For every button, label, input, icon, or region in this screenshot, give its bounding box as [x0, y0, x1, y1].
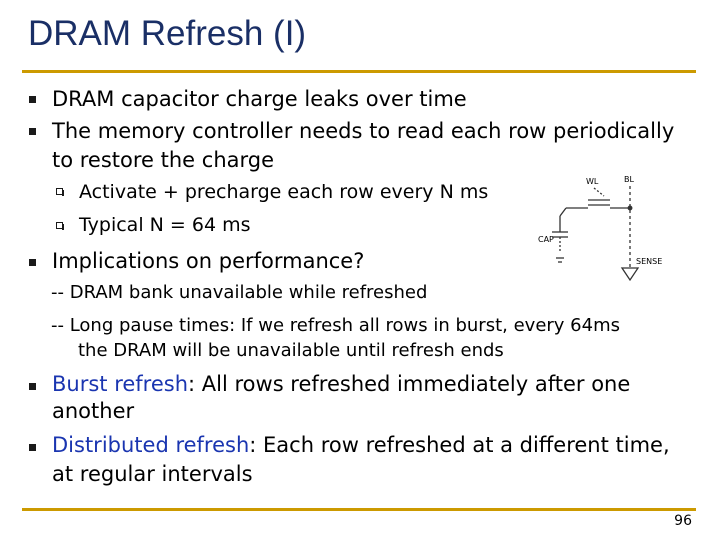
bullet-marker [29, 128, 36, 135]
dash-text-cont: the DRAM will be unavailable until refresh ends [78, 340, 504, 361]
bullet-text-rest: : All rows refreshed immediately after one [188, 372, 631, 396]
slide-title: DRAM Refresh (I) [28, 14, 307, 53]
bullet-text: The memory controller needs to read each row periodically [52, 119, 675, 143]
term-burst-refresh: Burst refresh [52, 372, 189, 396]
sense-label: SENSE [636, 257, 663, 266]
wl-label: WL [586, 177, 599, 186]
dash-text: -- Long pause times: If we refresh all rows in burst, every 64ms [51, 315, 620, 336]
bullet-text-cont: another [52, 399, 135, 423]
sub-bullet-text: Typical N = 64 ms [79, 214, 251, 236]
bullet-text: Implications on performance? [52, 249, 365, 273]
bl-label: BL [624, 175, 634, 184]
bullet-text [52, 371, 630, 398]
sub-bullet-marker [56, 188, 63, 195]
bullet-marker [29, 96, 36, 103]
bullet-text-cont: to restore the charge [52, 148, 275, 172]
bullet-text: DRAM capacitor charge leaks over time [52, 87, 467, 111]
sub-bullet-text: Activate + precharge each row every N ms [79, 181, 489, 203]
term-distributed-refresh: Distributed refresh [52, 433, 250, 457]
bullet-marker [29, 259, 36, 266]
bullet-marker [29, 383, 36, 390]
cap-label: CAP [538, 235, 554, 244]
bullet-text-cont: at regular intervals [52, 462, 253, 486]
sub-bullet-marker [56, 222, 63, 229]
dash-text: -- DRAM bank unavailable while refreshed [51, 282, 428, 303]
bullet-marker [29, 444, 36, 451]
bullet-text [52, 432, 670, 459]
circuit-wires [552, 186, 638, 280]
bottom-divider [22, 508, 696, 511]
top-divider [22, 70, 696, 73]
bullet-text-rest: : Each row refreshed at a different time, [249, 433, 670, 457]
page-number: 96 [674, 513, 692, 529]
dram-cell-diagram [536, 170, 676, 290]
